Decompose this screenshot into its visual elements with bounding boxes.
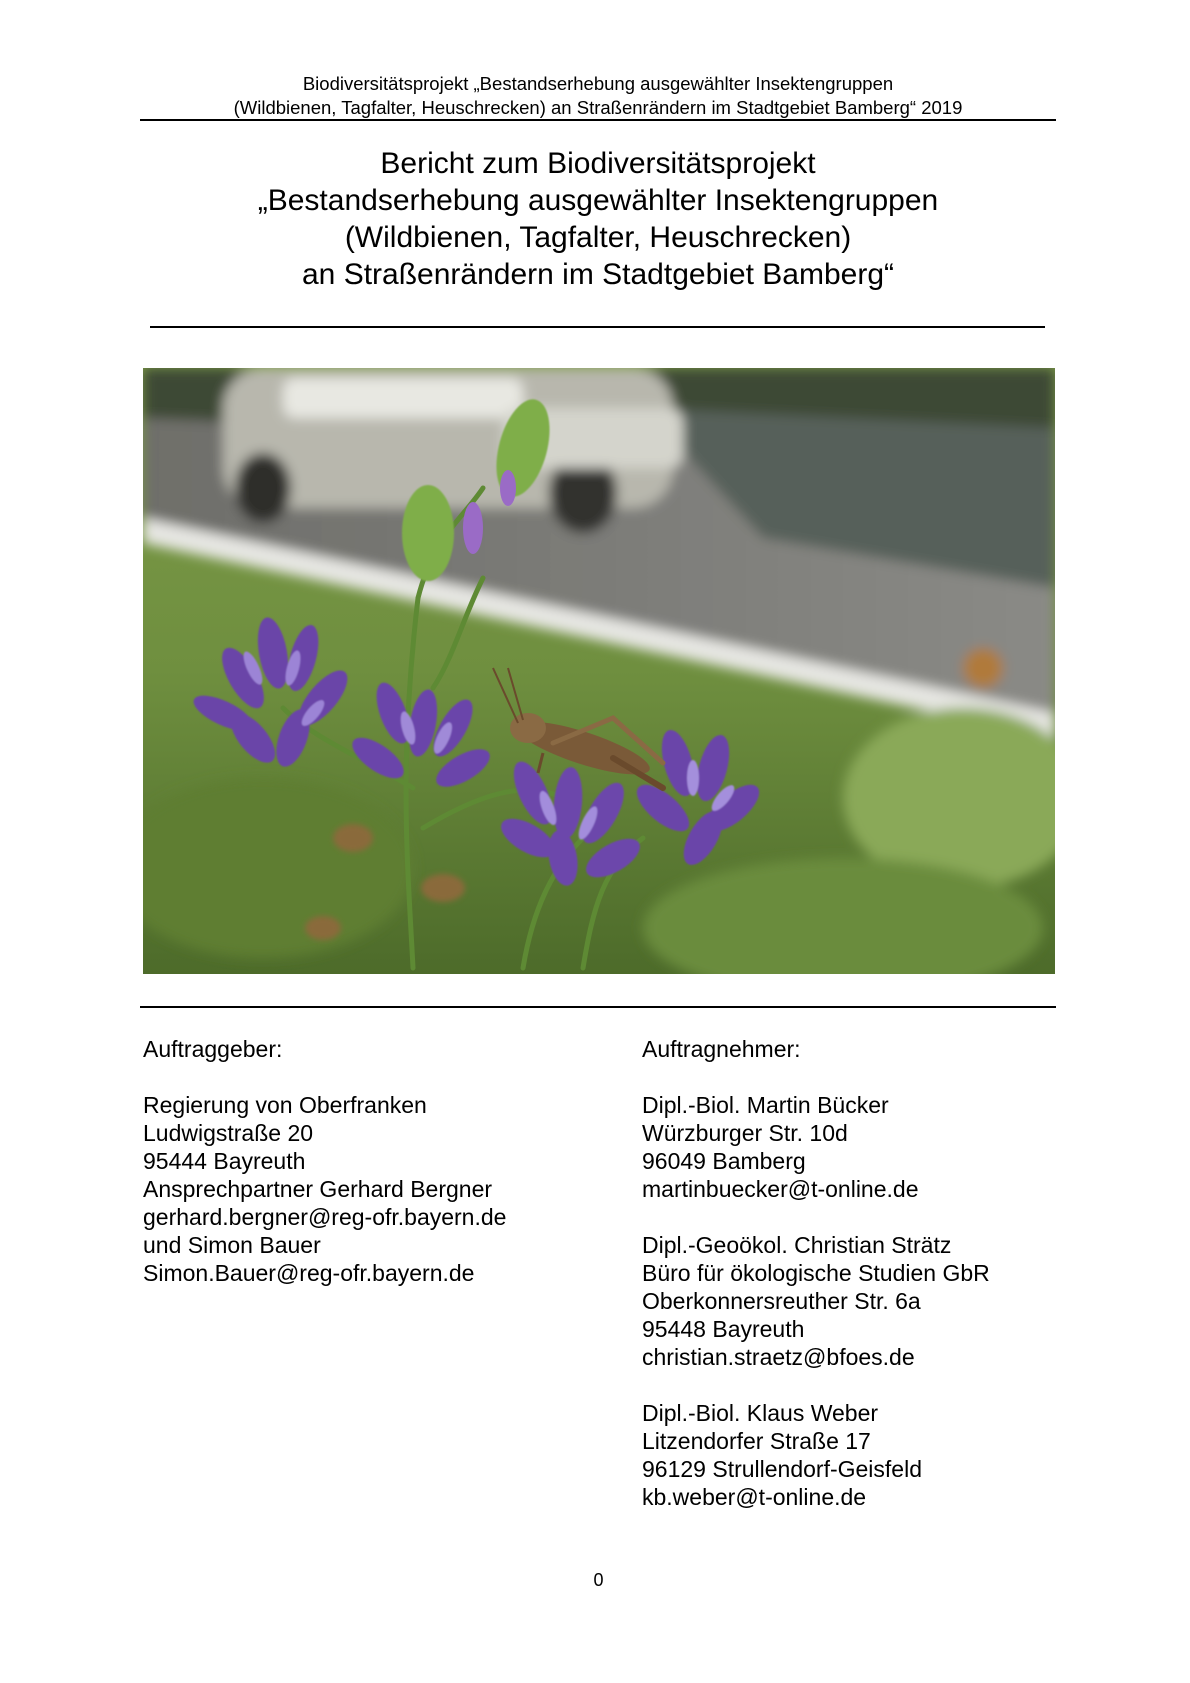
client-line: 95444 Bayreuth [143, 1148, 306, 1174]
client-address [143, 1091, 506, 1287]
contractor-email: martinbuecker@t-online.de [642, 1176, 919, 1202]
client-line: Ludwigstraße 20 [143, 1120, 314, 1146]
contractor-office: Büro für ökologische Studien GbR [642, 1260, 990, 1286]
header-line-1: Biodiversitätsprojekt „Bestandserhebung ausgewählter Insektengruppen [302, 73, 894, 94]
client-email: gerhard.bergner@reg-ofr.bayern.de [143, 1204, 507, 1230]
page-number: 0 [593, 1570, 604, 1590]
contractor-street: Litzendorfer Straße 17 [642, 1428, 871, 1454]
client-line: Regierung von Oberfranken [143, 1092, 427, 1118]
contractor-street: Würzburger Str. 10d [642, 1120, 848, 1146]
title-line-3: (Wildbienen, Tagfalter, Heuschrecken) [344, 221, 852, 254]
client-line: Ansprechpartner Gerhard Bergner [143, 1176, 493, 1202]
contractor-city: 96049 Bamberg [642, 1148, 806, 1174]
report-title [140, 145, 1056, 293]
header-rule [140, 119, 1056, 121]
client-email: Simon.Bauer@reg-ofr.bayern.de [143, 1260, 475, 1286]
client-block [143, 1035, 506, 1315]
contractor-block [642, 1035, 990, 1539]
section-rule [140, 1006, 1056, 1008]
running-header [140, 72, 1056, 120]
contractor-email: christian.straetz@bfoes.de [642, 1344, 915, 1370]
contractor-entry-2 [642, 1231, 990, 1371]
contractor-name: Dipl.-Geoökol. Christian Strätz [642, 1232, 952, 1258]
contractor-email: kb.weber@t-online.de [642, 1484, 867, 1510]
contractor-name: Dipl.-Biol. Klaus Weber [642, 1400, 879, 1426]
title-underline [150, 326, 1045, 328]
client-line: und Simon Bauer [143, 1232, 321, 1258]
client-heading: Auftraggeber: [143, 1036, 283, 1062]
contractor-entry-1 [642, 1091, 990, 1203]
title-line-4: an Straßenrändern im Stadtgebiet Bamberg“ [302, 258, 894, 291]
header-line-2: (Wildbienen, Tagfalter, Heuschrecken) an Straßenrändern im Stadtgebiet Bamberg“ 2019 [233, 97, 963, 118]
title-line-2: „Bestandserhebung ausgewählter Insektengruppen [257, 184, 939, 217]
title-line-1: Bericht zum Biodiversitätsprojekt [380, 147, 816, 180]
cover-photo [143, 368, 1055, 974]
contractor-heading: Auftragnehmer: [642, 1036, 801, 1062]
contractor-entry-3 [642, 1399, 990, 1511]
contractor-street: Oberkonnersreuther Str. 6a [642, 1288, 921, 1314]
contractor-name: Dipl.-Biol. Martin Bücker [642, 1092, 889, 1118]
cover-photo-illustration [143, 368, 1055, 974]
contractor-city: 95448 Bayreuth [642, 1316, 805, 1342]
contractor-city: 96129 Strullendorf-Geisfeld [642, 1456, 922, 1482]
